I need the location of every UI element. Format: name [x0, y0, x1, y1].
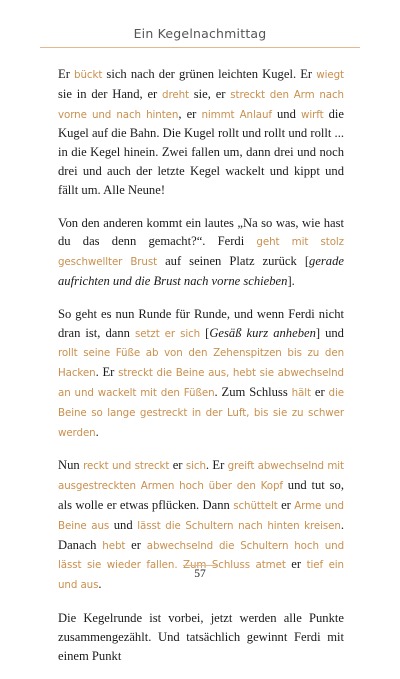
title-divider [40, 47, 360, 48]
movement-instruction: hält [291, 386, 311, 399]
movement-instruction: dreht [162, 88, 189, 101]
paragraph [58, 65, 344, 200]
narrative-text: ] und [315, 325, 344, 340]
movement-instruction: abwechselnd die Schultern hoch und lässt sie wieder fallen. Zum Schluss atmet [58, 539, 345, 572]
narrative-text: sie, er [188, 86, 231, 101]
narrative-text: er [169, 458, 186, 473]
movement-instruction: reckt und streckt [83, 460, 170, 473]
bracket-instruction: Gesäß kurz anheben [209, 325, 316, 340]
movement-instruction: greift abwechselnd mit ausgestreckten Armen hoch über den Kopf [58, 460, 344, 493]
movement-instruction: schüttelt [233, 499, 278, 512]
movement-instruction: nimmt Anlauf [201, 108, 272, 121]
paragraph [58, 609, 344, 665]
narrative-text: er [310, 384, 329, 399]
movement-instruction: wiegt [316, 69, 344, 81]
paragraph [58, 214, 344, 291]
narrative-text: und [271, 106, 302, 121]
narrative-text: sie in der Hand, er [58, 86, 163, 101]
movement-instruction: die Beine so lange gestreckt in der Luft, bis sie zu schwer werden [58, 386, 344, 439]
movement-instruction: streckt den Arm nach vorne und nach hinten [58, 88, 344, 121]
narrative-text: Von den anderen kommt ein lautes „Na so was, wie hast du das denn gemacht?“. Ferdi [58, 215, 344, 249]
narrative-text: . Danach [58, 517, 345, 552]
narrative-text: . Er [205, 458, 228, 473]
movement-instruction: tief ein und aus [58, 559, 344, 592]
page-number: 57 [194, 568, 206, 580]
story-body [58, 65, 344, 679]
movement-instruction: streckt die Beine aus, hebt sie abwechselnd an und wackelt mit den Füßen [58, 367, 344, 399]
narrative-text: . Er [95, 365, 119, 380]
movement-instruction: Arme und Beine aus [58, 499, 344, 532]
narrative-text: er [277, 497, 295, 512]
movement-instruction: lässt die Schultern nach hinten kreisen [137, 519, 341, 532]
narrative-text: die Kugel auf die Bahn. Die Kugel rollt und rollt und rollt ... in die Kegel hinein. Zwei fallen um, dann drei und noch drei und auch der letzte Kegel wackelt und kippt und fällt um. Alle Neune! [58, 106, 345, 197]
narrative-text: So geht es nun Runde für Runde, und wenn Ferdi nicht dran ist, dann [58, 306, 344, 340]
movement-instruction: wirft [301, 108, 324, 121]
movement-instruction: hebt [102, 539, 126, 552]
narrative-text: . [98, 577, 102, 592]
narrative-text: er [125, 537, 147, 552]
narrative-text: Nun [58, 458, 84, 473]
narrative-text: , er [178, 106, 202, 121]
movement-instruction: setzt er sich [134, 327, 201, 340]
narrative-text: auf seinen Platz zurück [ [157, 254, 310, 269]
narrative-text: Die Kegelrunde ist vorbei, jetzt werden alle Punkte zusammengezählt. Und tatsächlich gewinnt Ferdi mit einem Punkt [58, 610, 344, 663]
narrative-text: . [95, 424, 99, 439]
narrative-text: . Zum Schluss [214, 384, 292, 399]
movement-instruction: geht mit stolz geschwellter Brust [58, 236, 344, 269]
movement-instruction: rollt seine Füße ab von den Zehenspitzen bis zu den Hacken [58, 347, 344, 380]
bracket-instruction: gerade aufrichten und die Brust nach vorne schieben [58, 254, 344, 288]
narrative-text: und [109, 517, 138, 532]
narrative-text: er [285, 557, 307, 572]
narrative-text: ]. [287, 273, 295, 288]
narrative-text: Er [58, 67, 75, 81]
narrative-text: und tut so, als wolle er etwas pflücken. Dann [58, 478, 344, 512]
movement-instruction: sich [185, 460, 206, 473]
narrative-text: [ [200, 325, 210, 340]
narrative-text: sich nach der grünen leichten Kugel. Er [102, 67, 317, 81]
paragraph [58, 305, 344, 443]
movement-instruction: bückt [74, 69, 103, 81]
page-title: Ein Kegelnachmittag [133, 26, 267, 41]
footer-divider [183, 565, 217, 566]
